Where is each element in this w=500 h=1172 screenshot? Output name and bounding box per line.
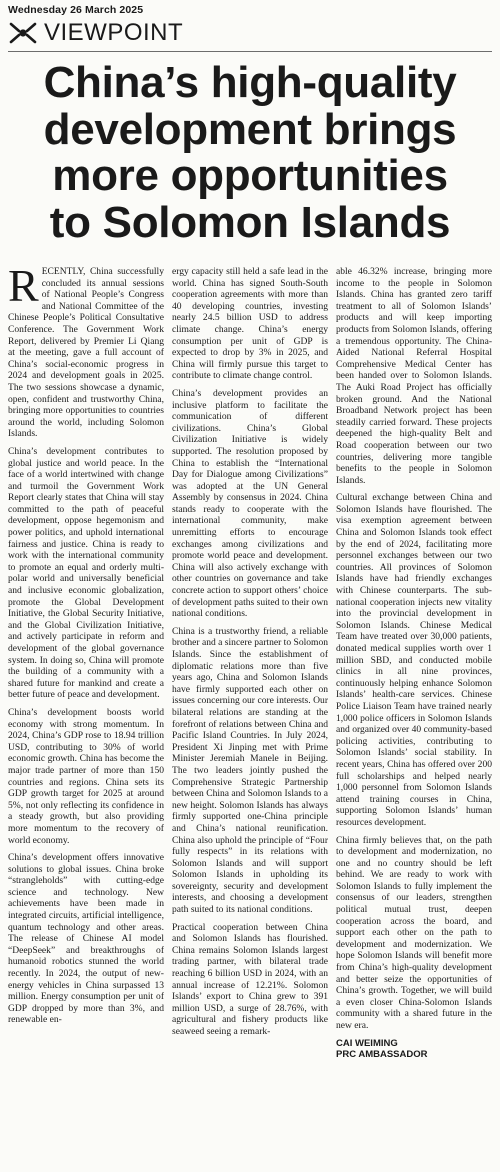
- headline-line: more opportunities: [52, 151, 448, 200]
- article-paragraph: Cultural exchange between China and Solomon Islands have flourished. The visa exemption agreement between China and Solomon Islands took effect by the end of 2024, facilitating more personnel exchanges between our two countries. All provinces of Solomon Islands have had friendly exchanges with Chinese counterparts. The sub-national cooperation injects new vitality into the provincial development in Solomon Islands. Chinese Medical Team have treated over 30,000 patients, donated medical supplies worth over 1 million SBD, and conducted mobile clinics in all nine provinces, continuously helping enhance Solomon Islands’ health-care services. Chinese Police Liaison Team have trained nearly 1,000 police officers in Solomon Islands and organized over 40 community-based policing activities, contributing to Solomon Islands’ social stability. In recent years, China has offered over 200 full scholarships and helped nearly 1,000 personnel from Solomon Islands attend training courses in China, supporting Solomon Islands’ human resources development.: [336, 492, 492, 828]
- article-body: [8, 266, 492, 1126]
- drop-cap: R: [8, 266, 39, 311]
- article-column: [172, 266, 328, 1126]
- article-paragraph: China firmly believes that, on the path to development and modernization, no one and no country should be left behind. We are ready to work with Solomon Islands to fully implement the consensus of our leaders, strengthen political mutual trust, deepen cooperation across the board, and support each other on the path to development and modernization. We hope Solomon Islands will benefit more from China’s high-quality development and better seize the opportunities of China’s growth. Together, we will build a even closer China-Solomon Islands community with a shared future in the new era.: [336, 834, 492, 1031]
- article-paragraph: China’s development provides an inclusive platform to facilitate the communication of different civilizations. China’s Global Civilization Initiative is widely supported. The resolution proposed by China to establish the “International Day for Dialogue among Civilizations” was adopted at the UN General Assembly by consensus in 2024. China stands ready to cooperate with the international community, make unremitting efforts to encourage exchanges among civilizations and promote world peace and development. China will also actively exchange with other countries on governance and take concrete action to support others’ choice of development paths suited to their own national conditions.: [172, 387, 328, 620]
- article-paragraph: able 46.32% increase, bringing more income to the people in Solomon Islands. China has granted zero tariff treatment to all of Solomon Islands’ products and will keep importing products from Solomon Islands, offering a tremendous opportunity. The China-Aided National Referral Hospital Comprehensive Medical Center has been handed over to Solomon Islands. The Auki Road Project has officially broken ground. And the National Broadband Network project has been steadily carried forward. These projects deepened the high-quality Belt and Road cooperation between our two countries, delivering more tangible benefits to the people in Solomon Islands.: [336, 266, 492, 486]
- headline: [8, 60, 492, 246]
- section-header: [8, 19, 492, 47]
- article-paragraph: China’s development contributes to global justice and world peace. In the face of a world intertwined with change and turmoil the Government Work Report clearly states that China will stay committed to the path of peaceful development, oppose hegemonism and power politics, and uphold international fairness and justice. China is ready to work with the international community to promote an equal and orderly multi-polar world and universally beneficial and inclusive economic globalization, promote the Global Development Initiative, the Global Security Initiative, and the Global Civilization Initiative, and actively participate in reform and development of the global governance system. In doing so, China will promote the building of a community with a shared future for mankind and create a better future of peace and development.: [8, 445, 164, 701]
- sparkle-icon: [8, 20, 38, 46]
- section-rule: [8, 51, 492, 52]
- article-paragraph: China’s development boosts world economy with strong momentum. In 2024, China’s GDP rose to 18.94 trillion USD, contributing to 30% of world economic growth. China has become the major trade partner of more than 150 countries and regions. China sets its GDP growth target for 2025 at around 5%, not only reflecting its confidence in a steady growth, but also providing more momentum to the recovery of world economy.: [8, 706, 164, 846]
- headline-line: China’s high-quality: [43, 58, 457, 107]
- section-name: VIEWPOINT: [44, 19, 184, 46]
- article-paragraph: Practical cooperation between China and Solomon Islands has flourished. China remains Solomon Islands largest trading partner, with bilateral trade reaching 6 billion USD in 2024, with an annual increase of 12.21%. Solomon Islands’ export to China grew to 391 million USD, a surge of 28.76%, with agricultural and fishery products like seaweed seeing a remark-: [172, 921, 328, 1037]
- headline-line: to Solomon Islands: [49, 197, 451, 247]
- author-signoff: [336, 1038, 492, 1061]
- article-paragraph: China is a trustworthy friend, a reliable brother and a sincere partner to Solomon Islands. Since the establishment of diplomatic relations more than five years ago, China and Solomon Islands have firmly supported each other on issues concerning our core interests. Our bilateral relations are standing at the forefront of relations between China and Pacific Island Countries. In July 2024, President Xi Jinping met with Prime Minister Jeremiah Manele in Beijing. The two leaders jointly pushed the Comprehensive Strategic Partnership between China and Solomon Islands to a new height. Solomon Islands has always firmly supported one-China principle and China’s national reunification. China also uphold the principle of “Four fully respects” in its relations with Solomon Islands and will support Solomon Islands in upholding its sovereignty, security and development interests, and choosing a development path suited to its national conditions.: [172, 625, 328, 916]
- author-title: PRC AMBASSADOR: [336, 1049, 428, 1061]
- dateline: Wednesday 26 March 2025: [8, 4, 144, 16]
- article-paragraph: China’s development offers innovative solutions to global issues. China broke “strangleholds” with cutting-edge science and technology. New achievements have been made in integrated circuits, artificial intelligence, quantum technology and other areas. The release of Chinese AI model “DeepSeek” and breakthroughs of humanoid robotics stunned the world recently. In 2024, the output of new-energy vehicles in China surpassed 13 million. Energy consumption per unit of GDP dropped by more than 3%, and renewable en-: [8, 852, 164, 1026]
- author-name: CAI WEIMING: [336, 1037, 398, 1049]
- headline-line: development brings: [43, 104, 457, 154]
- article-column: [8, 266, 164, 1126]
- article-paragraph: RECENTLY, China successfully concluded its annual sessions of National People’s Congress and National Committee of the Chinese People’s Political Consultative Conference. The Government Work Report, delivered by Premier Li Qiang at the meeting, gave a full account of China’s social-economic progress in 2024 and development goals in 2025. The two sessions showcase a dynamic, open, confident and trustworthy China, bringing more opportunities to countries around the world, including Solomon Islands.: [8, 266, 164, 440]
- article-paragraph: ergy capacity still held a safe lead in the world. China has signed South-South cooperation agreements with more than 40 developing countries, investing nearly 24.5 billion USD to address climate change. China’s energy consumption per unit of GDP is expected to drop by 3% in 2025, and China will firmly pursue this target to contribute to climate change control.: [172, 266, 328, 382]
- article-column: [336, 266, 492, 1126]
